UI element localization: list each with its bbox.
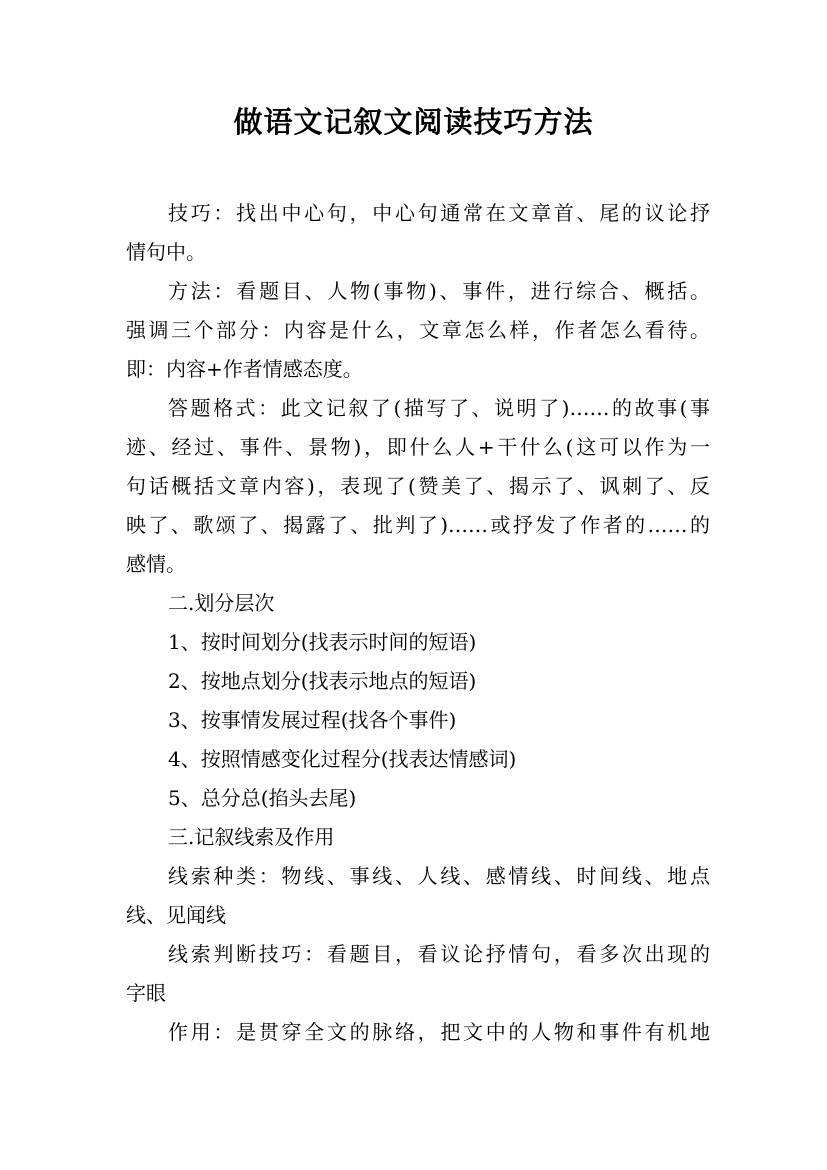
text-line: 强调三个部分：内容是什么，文章怎么样，作者怎么看待。 <box>126 318 710 342</box>
text-line: 感情。 <box>126 552 186 576</box>
text-line: 3、按事情发展过程(找各个事件) <box>168 708 457 732</box>
text-line: 技巧：找出中心句，中心句通常在文章首、尾的议论抒 <box>168 201 710 225</box>
text-line: 三.记叙线索及作用 <box>168 825 335 849</box>
text-line: 方法：看题目、人物(事物)、事件，进行综合、概括。 <box>168 279 710 303</box>
text-line: 即：内容+作者情感态度。 <box>126 357 363 381</box>
text-line: 作用：是贯穿全文的脉络，把文中的人物和事件有机地 <box>168 1020 710 1044</box>
document-body <box>126 194 710 1052</box>
document-title: 做语文记叙文阅读技巧方法 <box>233 105 594 139</box>
text-line: 线、见闻线 <box>126 903 226 927</box>
text-line: 情句中。 <box>126 240 206 264</box>
text-line: 句话概括文章内容)，表现了(赞美了、揭示了、讽刺了、反 <box>126 474 710 498</box>
text-line: 线索种类：物线、事线、人线、感情线、时间线、地点 <box>168 864 710 888</box>
text-line: 线索判断技巧：看题目，看议论抒情句，看多次出现的 <box>168 942 710 966</box>
text-line: 迹、经过、事件、景物)，即什么人+干什么(这可以作为一 <box>126 435 710 459</box>
text-line: 答题格式：此文记叙了(描写了、说明了)……的故事(事 <box>168 396 710 420</box>
text-line: 2、按地点划分(找表示地点的短语) <box>168 669 477 693</box>
text-line: 映了、歌颂了、揭露了、批判了)……或抒发了作者的……的 <box>126 513 710 537</box>
text-line: 二.划分层次 <box>168 591 275 615</box>
text-line: 1、按时间划分(找表示时间的短语) <box>168 630 477 654</box>
text-line: 5、总分总(掐头去尾) <box>168 786 357 810</box>
text-line: 字眼 <box>126 981 166 1005</box>
text-line: 4、按照情感变化过程分(找表达情感词) <box>168 747 517 771</box>
